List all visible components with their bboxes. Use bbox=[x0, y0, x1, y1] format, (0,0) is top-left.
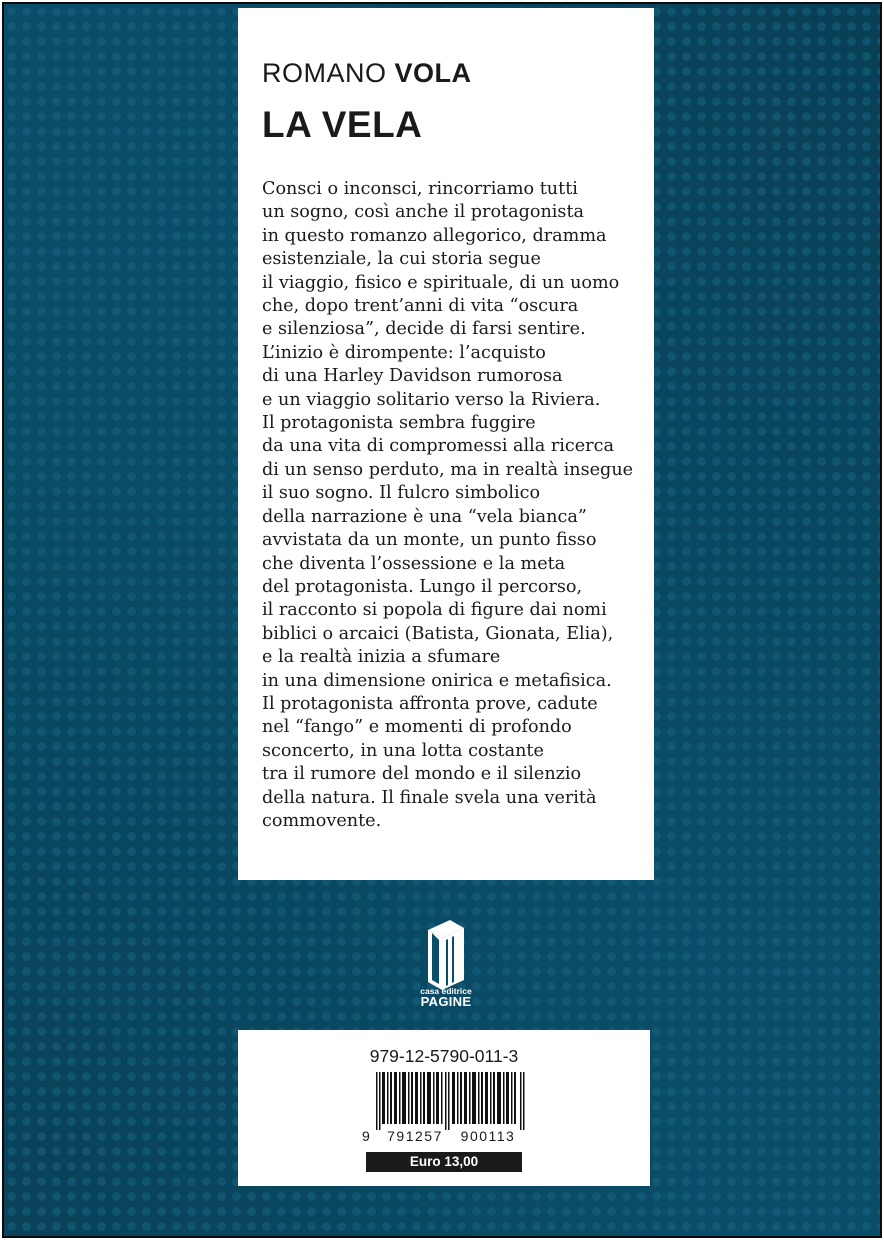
author-name bbox=[262, 58, 472, 89]
blurb-line: il racconto si popola di figure dai nomi bbox=[262, 600, 607, 621]
blurb-line: della narrazione è una “vela bianca” bbox=[262, 506, 587, 527]
author-first-name: ROMANO bbox=[262, 58, 387, 88]
blurb-line: avvistata da un monte, un punto fisso bbox=[262, 530, 597, 551]
blurb-line: il suo sogno. Il fulcro simbolico bbox=[262, 483, 541, 504]
barcode-lead-digit: 9 bbox=[362, 1128, 370, 1144]
blurb-line: di una Harley Davidson rumorosa bbox=[262, 366, 563, 387]
blurb-line: un sogno, così anche il protagonista bbox=[262, 202, 585, 223]
blurb-line: L’inizio è dirompente: l’acquisto bbox=[262, 342, 546, 363]
back-cover bbox=[2, 2, 882, 1238]
blurb-line: Il protagonista affronta prove, cadute bbox=[262, 693, 598, 714]
isbn-number: 979-12-5790-011-3 bbox=[369, 1046, 519, 1066]
publisher-tagline: casa editrice bbox=[420, 986, 472, 996]
author-last-name: VOLA bbox=[394, 58, 472, 88]
blurb-line: della natura. Il finale svela una verità bbox=[262, 787, 597, 808]
blurb-line: il viaggio, fisico e spirituale, di un uomo bbox=[262, 272, 620, 293]
barcode-graphic bbox=[376, 1072, 526, 1130]
text-panel bbox=[238, 8, 654, 880]
blurb-line: che diventa l’ossessione e la meta bbox=[262, 553, 566, 574]
blurb-line: in una dimensione onirica e metafisica. bbox=[262, 670, 612, 691]
blurb-line: biblici o arcaici (Batista, Gionata, Elia), bbox=[262, 623, 614, 644]
price-label: Euro 13,00 bbox=[366, 1152, 522, 1172]
blurb-line: e la realtà inizia a sfumare bbox=[262, 647, 501, 668]
publisher-name: PAGINE bbox=[420, 994, 472, 1009]
barcode-left-digits: 791257 bbox=[387, 1128, 443, 1144]
blurb-line: esistenziale, la cui storia segue bbox=[262, 249, 541, 270]
book-title: LA VELA bbox=[262, 104, 423, 145]
blurb-line: da una vita di compromessi alla ricerca bbox=[262, 436, 614, 457]
blurb-line: che, dopo trent’anni di vita “oscura bbox=[262, 296, 579, 317]
barcode-bars bbox=[376, 1072, 526, 1130]
blurb-line: e un viaggio solitario verso la Riviera. bbox=[262, 389, 601, 410]
blurb-line: in questo romanzo allegorico, dramma bbox=[262, 225, 607, 246]
barcode-panel bbox=[238, 1030, 650, 1186]
blurb-line: sconcerto, in una lotta costante bbox=[262, 740, 544, 761]
blurb-line: Il protagonista sembra fuggire bbox=[262, 413, 536, 434]
blurb-line: e silenziosa”, decide di farsi sentire. bbox=[262, 319, 586, 340]
blurb-line: del protagonista. Lungo il percorso, bbox=[262, 576, 583, 597]
blurb-line: nel “fango” e momenti di profondo bbox=[262, 717, 572, 738]
blurb-line: di un senso perduto, ma in realtà insegue bbox=[262, 459, 634, 480]
blurb-text bbox=[262, 178, 654, 833]
blurb-line: Consci o inconsci, rincorriamo tutti bbox=[262, 179, 578, 199]
blurb-line: commovente. bbox=[262, 810, 382, 831]
blurb-line: tra il rumore del mondo e il silenzio bbox=[262, 764, 582, 785]
barcode-right-digits: 900113 bbox=[460, 1128, 516, 1144]
